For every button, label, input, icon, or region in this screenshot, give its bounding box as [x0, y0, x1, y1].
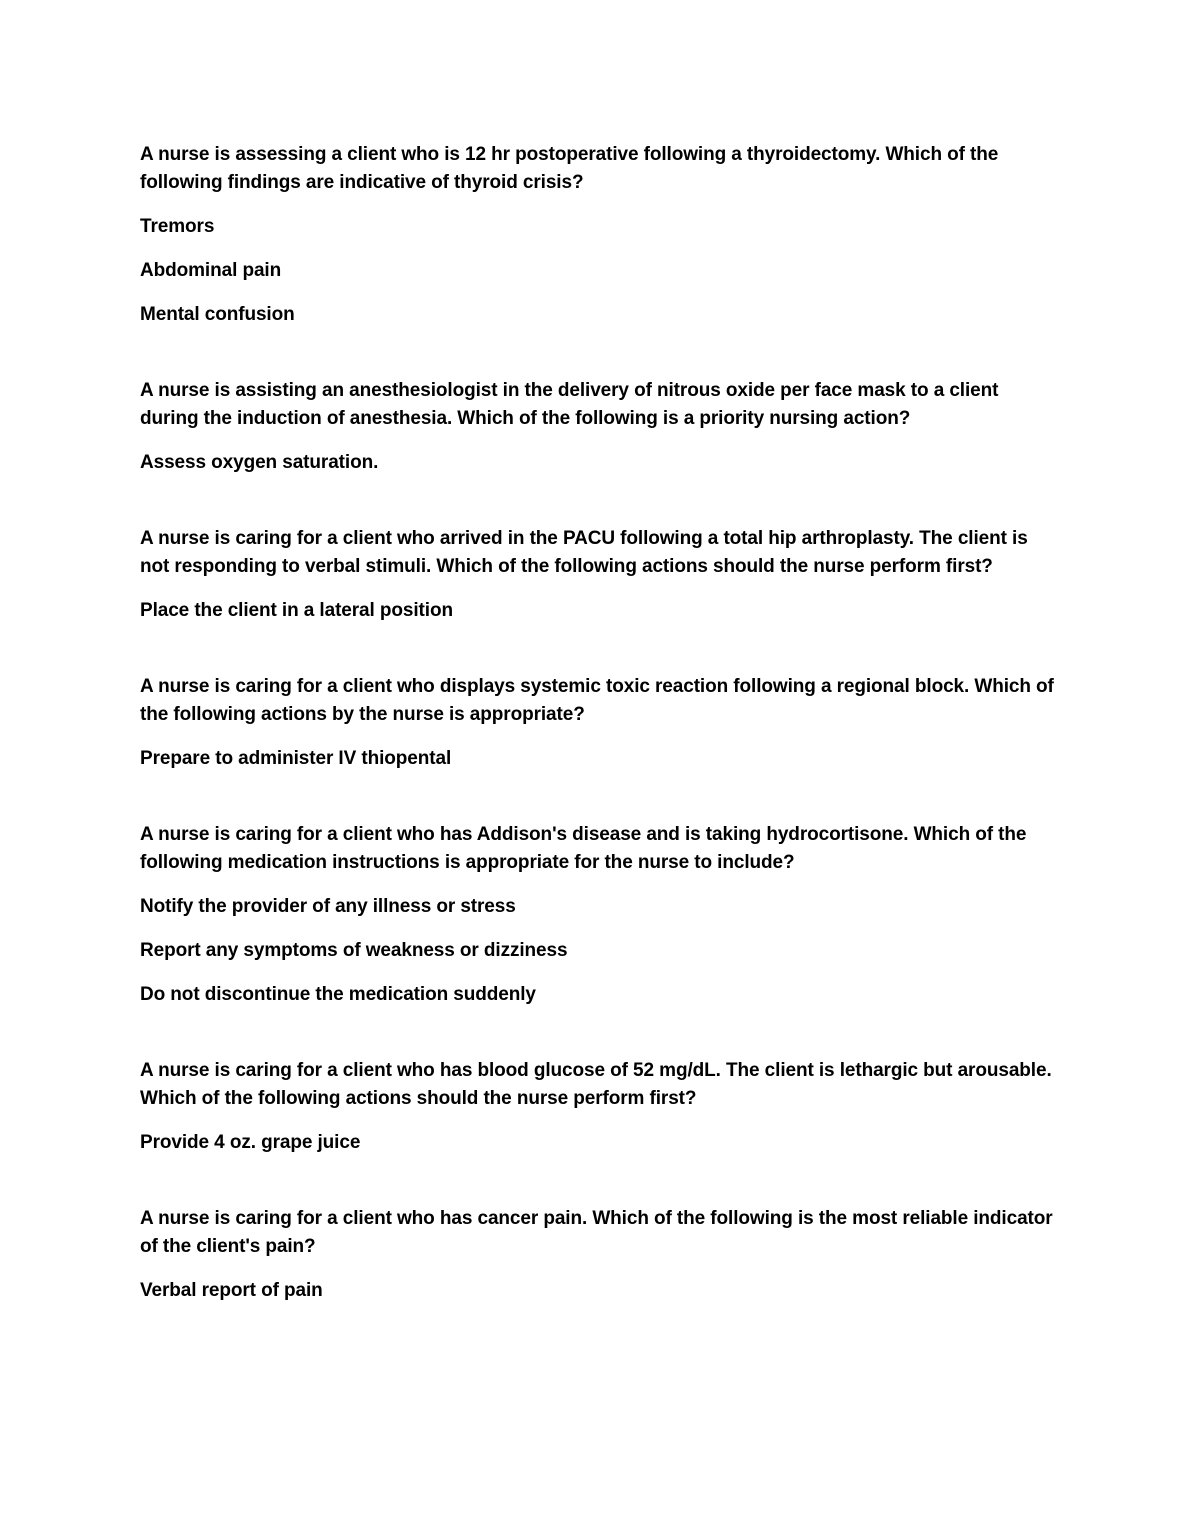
- question-block-2: [140, 377, 1060, 477]
- question-block-6: [140, 1057, 1060, 1157]
- answer-text: Tremors: [140, 216, 215, 237]
- question-text: A nurse is assessing a client who is 12 hr postoperative following a thyroidectomy. Which of the following findings are indicative of thyroid crisis?: [140, 144, 999, 193]
- question-block-1: [140, 141, 1060, 329]
- answer-text: Do not discontinue the medication suddenly: [140, 984, 536, 1005]
- answer-text: Prepare to administer IV thiopental: [140, 748, 452, 769]
- answer-text: Notify the provider of any illness or stress: [140, 896, 516, 917]
- question-block-3: [140, 525, 1060, 625]
- question-block-4: [140, 673, 1060, 773]
- answer-text: Report any symptoms of weakness or dizziness: [140, 940, 568, 961]
- question-text: A nurse is caring for a client who has cancer pain. Which of the following is the most reliable indicator of the client's pain?: [140, 1208, 1053, 1257]
- question-text: A nurse is caring for a client who displays systemic toxic reaction following a regional block. Which of the following actions by the nurse is appropriate?: [140, 676, 1054, 725]
- answer-text: Provide 4 oz. grape juice: [140, 1132, 361, 1153]
- question-text: A nurse is assisting an anesthesiologist in the delivery of nitrous oxide per face mask to a client during the induction of anesthesia. Which of the following is a priority nursing action?: [140, 380, 999, 429]
- answer-text: Place the client in a lateral position: [140, 600, 453, 621]
- question-block-5: [140, 821, 1060, 1009]
- question-text: A nurse is caring for a client who arrived in the PACU following a total hip arthroplasty. The client is not responding to verbal stimuli. Which of the following actions should the nurse perform first?: [140, 528, 1028, 577]
- answer-text: Mental confusion: [140, 304, 295, 325]
- question-text: A nurse is caring for a client who has Addison's disease and is taking hydrocortisone. Which of the following medication instructions is appropriate for the nurse to include?: [140, 824, 1027, 873]
- answer-text: Assess oxygen saturation.: [140, 452, 379, 473]
- answer-text: Verbal report of pain: [140, 1280, 323, 1301]
- answer-text: Abdominal pain: [140, 260, 282, 281]
- question-block-7: [140, 1205, 1060, 1305]
- document-page: [140, 141, 1060, 1353]
- question-text: A nurse is caring for a client who has blood glucose of 52 mg/dL. The client is lethargic but arousable. Which of the following actions should the nurse perform first?: [140, 1060, 1052, 1109]
